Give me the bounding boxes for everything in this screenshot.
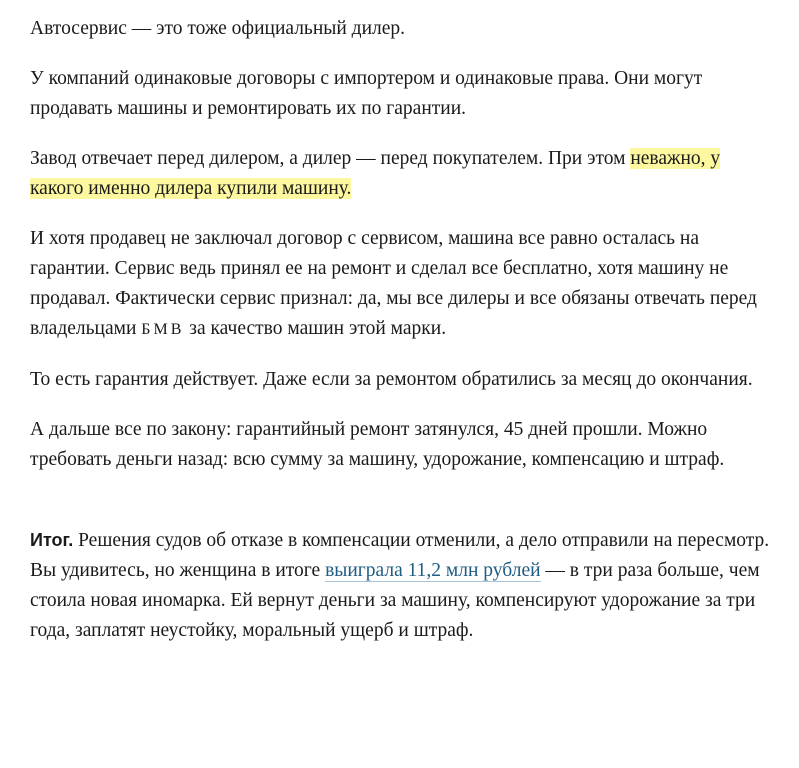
result-text: Решения судов об отказе в компенсации отменили, а дело отправили на пересмотр. Вы удивитесь, но женщина в итоге — [30, 530, 770, 581]
paragraph-factory-text: Завод отвечает перед дилером, а дилер — перед покупателем. При этом — [30, 148, 631, 169]
paragraph-dealer: Автосервис — это тоже официальный дилер. — [30, 18, 406, 39]
paragraph-service-text-end: за качество машин этой марки. — [184, 318, 447, 339]
paragraph-law: А дальше все по закону: гарантийный ремонт затянулся, 45 дней прошли. Можно требовать деньги назад: всю сумму за машину, удорожание, компенсацию и штраф. — [30, 419, 725, 470]
paragraph-warranty: То есть гарантия действует. Даже если за ремонтом обратились за месяц до окончания. — [30, 369, 753, 390]
article-body — [30, 14, 770, 666]
result-text-end: — в три раза больше, чем стоила новая иномарка. Ей вернут деньги за машину, компенсируют удорожание за три года, заплатят неустойку, моральный ущерб и штраф. — [30, 560, 760, 641]
result-lead: Итог. — [30, 530, 74, 550]
highlighted-text: неважно, у какого именно дилера купили машину. — [30, 148, 721, 199]
paragraph-result — [30, 525, 770, 646]
brand-abbreviation: БМВ — [141, 321, 185, 338]
paragraph-service-text: И хотя продавец не заключал договор с сервисом, машина все равно осталась на гарантии. Сервис ведь принял ее на ремонт и сделал все бесплатно, хотя машину не продавал. Фактически сервис признал: да, мы все дилеры и все обязаны отвечать перед владельцами — [30, 228, 757, 339]
paragraph-companies: У компаний одинаковые договоры с импортером и одинаковые права. Они могут продавать машины и ремонтировать их по гарантии. — [30, 68, 703, 119]
paragraph-service — [30, 224, 770, 345]
won-amount-link[interactable]: выиграла 11,2 млн рублей — [325, 560, 541, 581]
paragraph-factory — [30, 144, 770, 204]
